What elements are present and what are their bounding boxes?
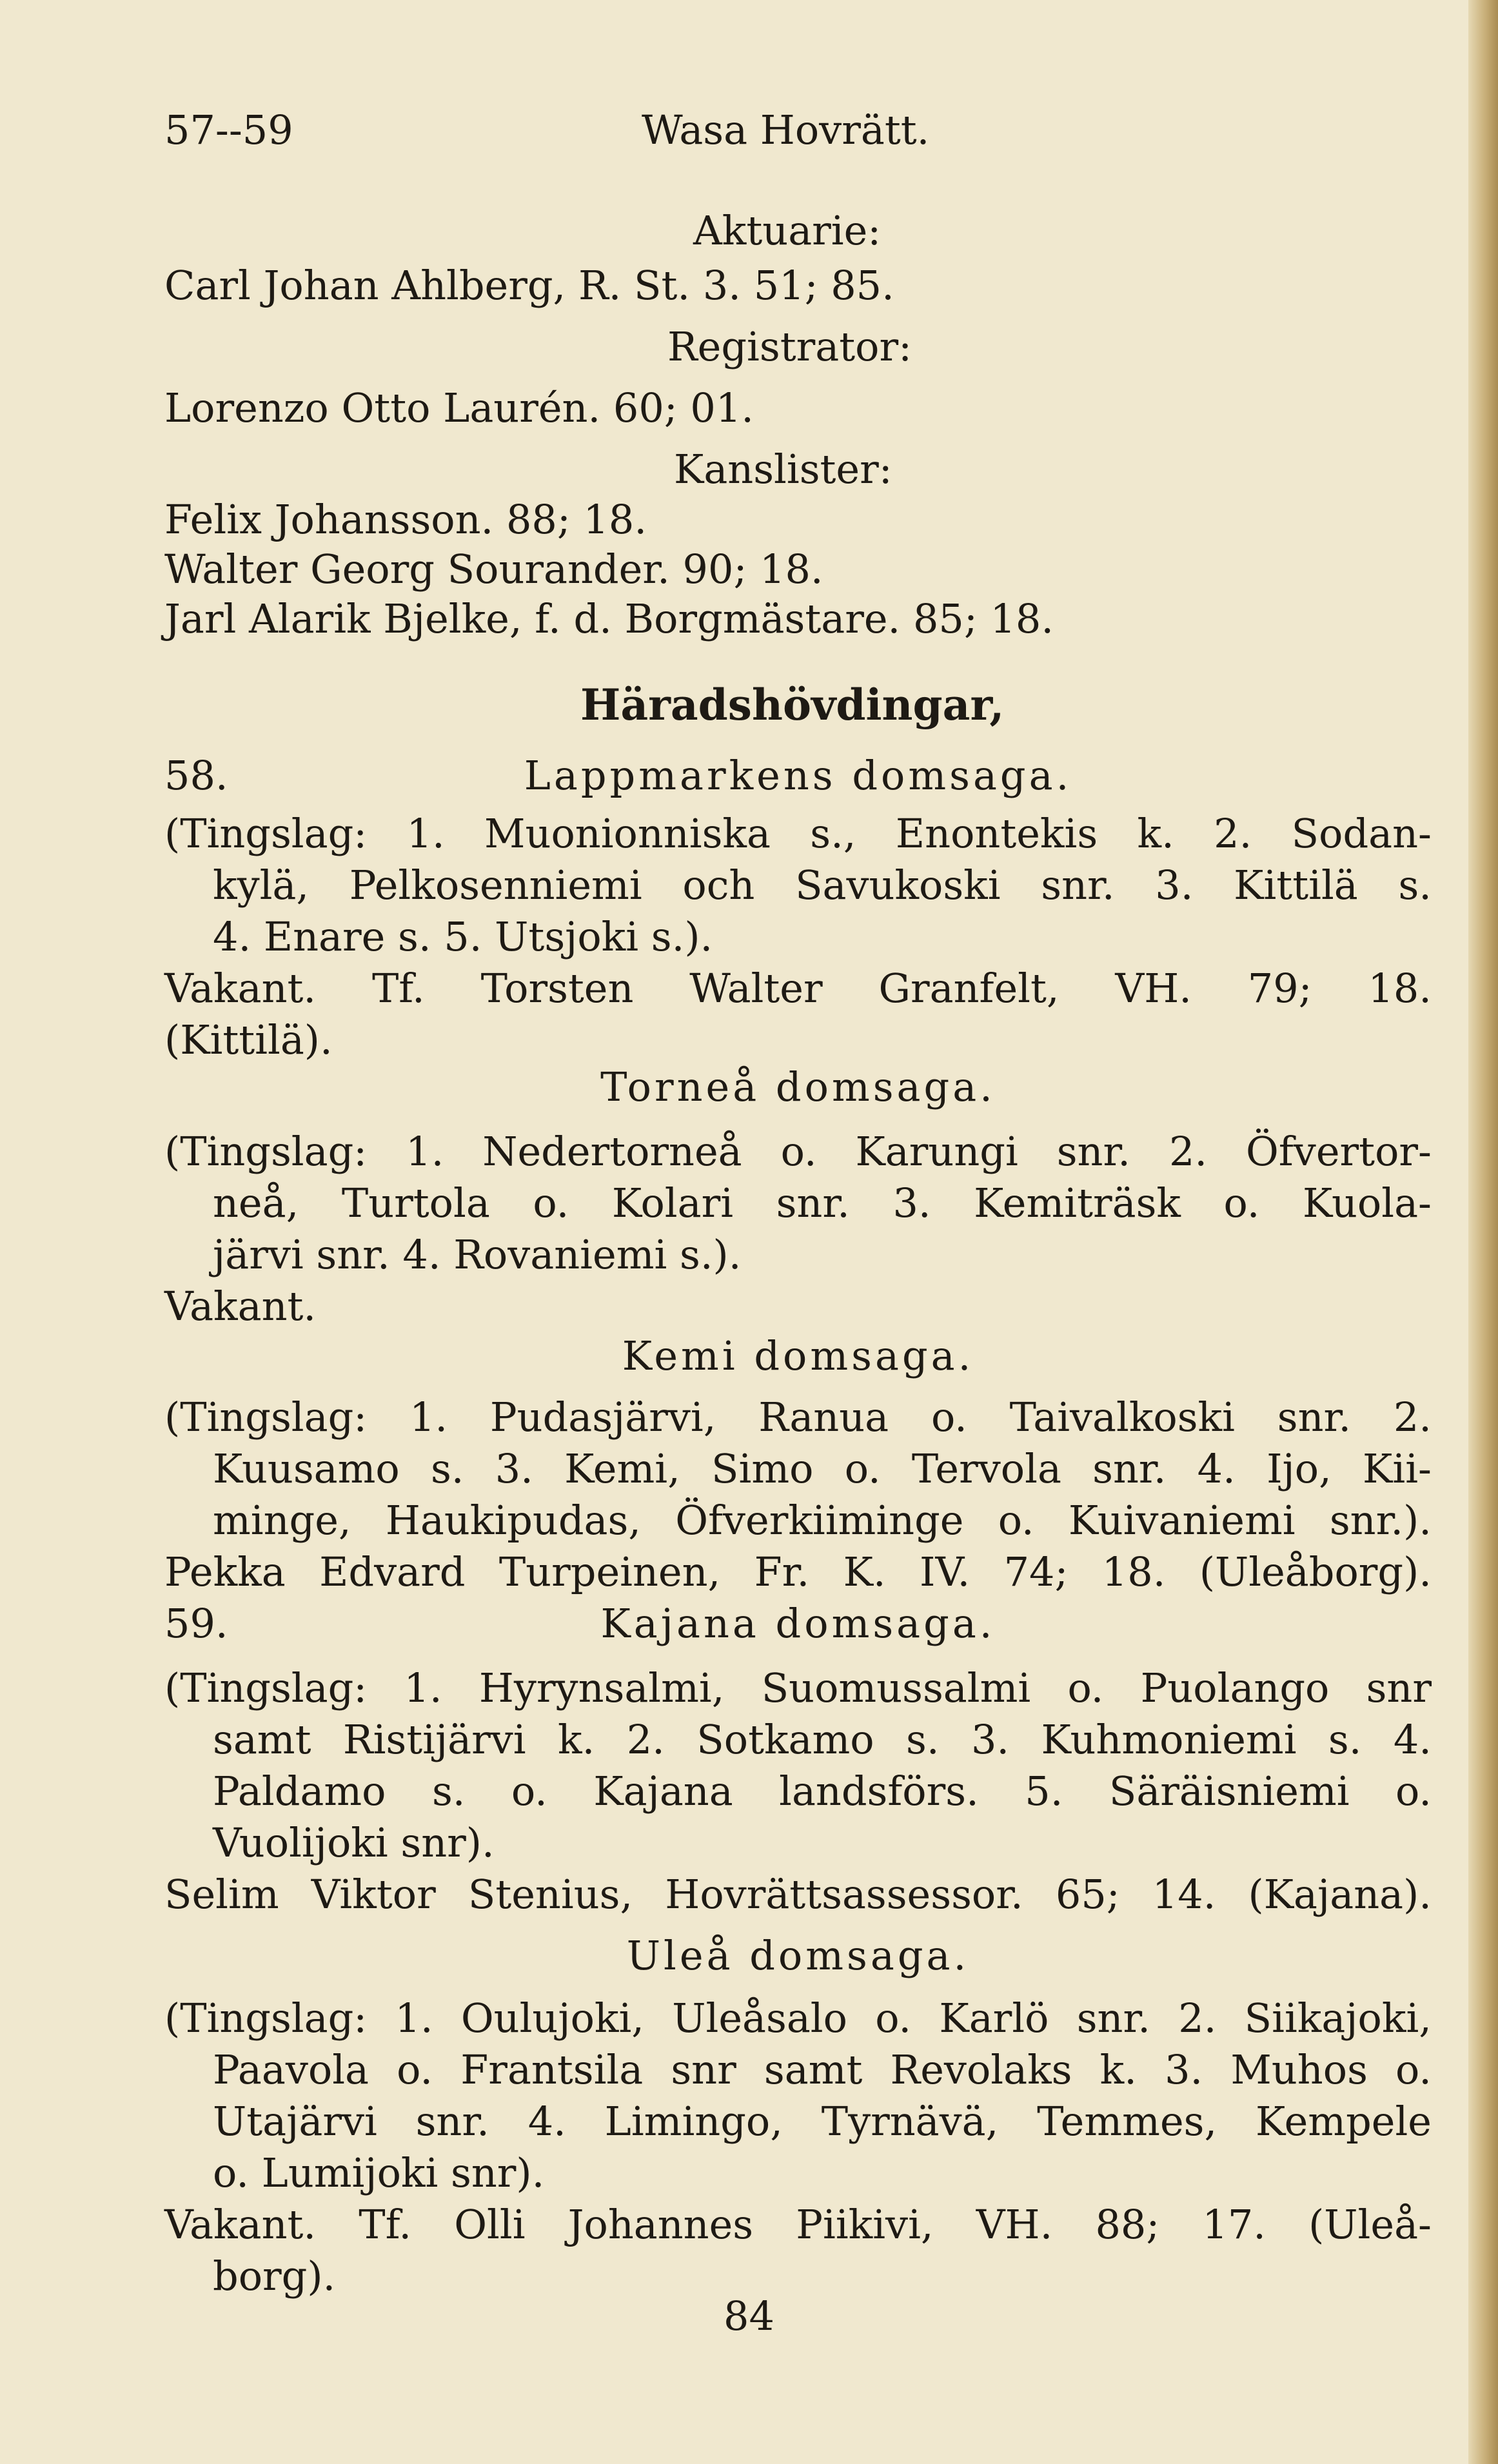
domsaga-name: Kemi domsaga.	[622, 1332, 974, 1379]
kanslist-entry: Walter Georg Sourander. 90; 18.	[164, 546, 823, 593]
tingslag-line: Utajärvi snr. 4. Limingo, Tyrnävä, Temmes, Kempele	[213, 2098, 1432, 2145]
tingslag-line: samt Ristijärvi k. 2. Sotkamo s. 3. Kuhmoniemi s. 4.	[213, 1716, 1432, 1763]
holder-line: Vakant.	[164, 1283, 317, 1330]
entry-number: 58.	[164, 752, 228, 799]
holder-line: Selim Viktor Stenius, Hovrättsassessor. 65; 14. (Kajana).	[164, 1871, 1432, 1918]
tingslag-line: Vuolijoki snr).	[213, 1819, 495, 1866]
lappmark-title-row	[164, 751, 1432, 800]
tingslag-line: järvi snr. 4. Rovaniemi s.).	[213, 1231, 742, 1278]
tingslag-line: 4. Enare s. 5. Utsjoki s.).	[213, 913, 713, 960]
holder-line: Pekka Edvard Turpeinen, Fr. K. IV. 74; 18. (Uleåborg).	[164, 1548, 1432, 1595]
header-title: Wasa Hovrätt.	[642, 106, 930, 153]
tingslag-line: (Tingslag: 1. Oulujoki, Uleåsalo o. Karlö snr. 2. Siikajoki,	[164, 1995, 1432, 2042]
header-page-range: 57--59	[164, 106, 293, 153]
tingslag-line: (Tingslag: 1. Nedertorneå o. Karungi snr. 2. Öfvertor-	[164, 1128, 1432, 1175]
registrator-entry: Lorenzo Otto Laurén. 60; 01.	[164, 384, 754, 431]
registrator-heading: Registrator:	[667, 323, 912, 370]
domsaga-name: Kajana domsaga.	[600, 1600, 996, 1647]
tingslag-line: Paldamo s. o. Kajana landsförs. 5. Säräisniemi o.	[213, 1768, 1432, 1815]
holder-line: Vakant. Tf. Olli Johannes Piikivi, VH. 88; 17. (Uleå-	[164, 2201, 1432, 2248]
tingslag-line: (Tingslag: 1. Pudasjärvi, Ranua o. Taivalkoski snr. 2.	[164, 1394, 1432, 1441]
domsaga-name: Lappmarkens domsaga.	[524, 752, 1072, 799]
tingslag-line: minge, Haukipudas, Öfverkiiminge o. Kuivaniemi snr.).	[213, 1497, 1432, 1544]
page-number: 84	[724, 2292, 774, 2340]
tingslag-line: (Tingslag: 1. Muonionniska s., Enontekis k. 2. Sodan-	[164, 810, 1432, 857]
entry-number: 59.	[164, 1600, 228, 1647]
section-heading: Häradshövdingar,	[580, 680, 1005, 730]
tingslag-line: neå, Turtola o. Kolari snr. 3. Kemiträsk o. Kuola-	[213, 1179, 1432, 1227]
running-header	[164, 106, 1461, 171]
domsaga-name: Uleå domsaga.	[626, 1932, 970, 1979]
tingslag-line: kylä, Pelkosenniemi och Savukoski snr. 3. Kittilä s.	[213, 862, 1432, 909]
kanslister-heading: Kanslister:	[674, 446, 892, 493]
aktuarie-entry: Carl Johan Ahlberg, R. St. 3. 51; 85.	[164, 262, 894, 309]
aktuarie-heading: Aktuarie:	[693, 207, 882, 254]
holder-line: Vakant. Tf. Torsten Walter Granfelt, VH. 79; 18.	[164, 965, 1432, 1012]
holder-line: borg).	[213, 2252, 336, 2300]
kanslist-entry: Jarl Alarik Bjelke, f. d. Borgmästare. 85; 18.	[164, 595, 1054, 642]
domsaga-name: Torneå domsaga.	[600, 1063, 996, 1110]
tingslag-line: Kuusamo s. 3. Kemi, Simo o. Tervola snr. 4. Ijo, Kii-	[213, 1445, 1432, 1492]
tingslag-line: o. Lumijoki snr).	[213, 2149, 545, 2196]
page-edge	[1468, 0, 1498, 2464]
tingslag-line: (Tingslag: 1. Hyrynsalmi, Suomussalmi o. Puolango snr	[164, 1664, 1432, 1711]
holder-line: (Kittilä).	[164, 1016, 333, 1063]
kajana-title-row	[164, 1599, 1432, 1648]
kanslist-entry: Felix Johansson. 88; 18.	[164, 496, 647, 543]
tingslag-line: Paavola o. Frantsila snr samt Revolaks k. 3. Muhos o.	[213, 2046, 1432, 2093]
